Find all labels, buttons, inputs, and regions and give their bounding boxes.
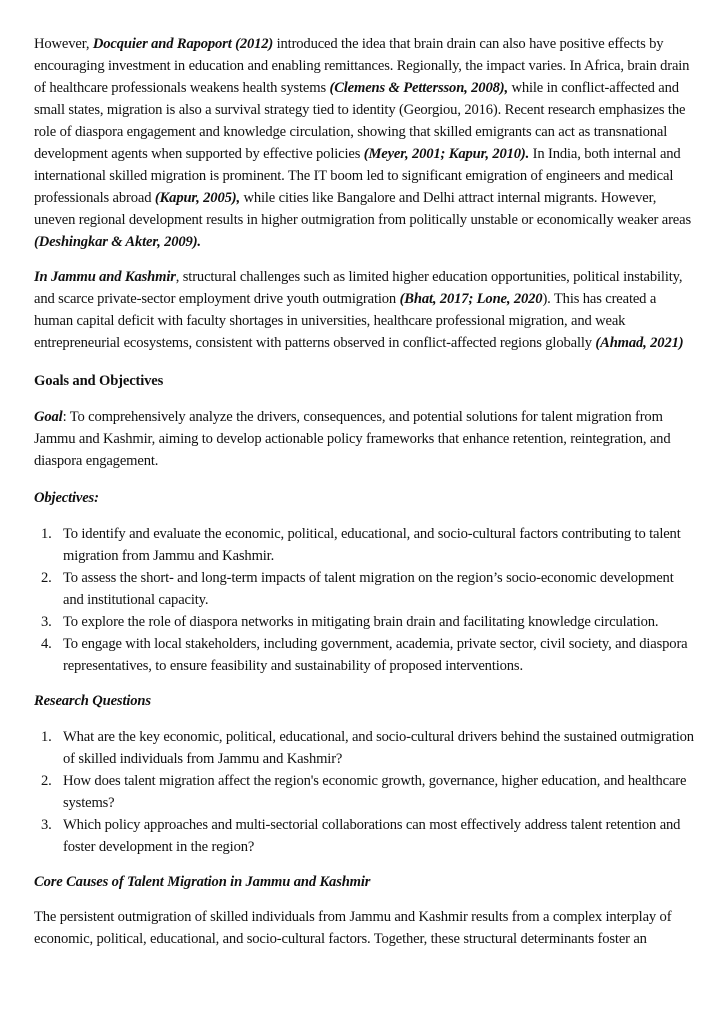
document-page	[34, 33, 694, 950]
section-heading-research-questions: Research Questions	[34, 693, 151, 709]
list-item	[34, 567, 694, 611]
list-text: Which policy approaches and multi-sectorial collaborations can most effectively address talent retention and foster development in the region?	[63, 817, 681, 855]
list-item	[34, 814, 694, 858]
citation-docquier-rapoport: Docquier and Rapoport (2012)	[92, 36, 274, 52]
text-span: while in conflict-affected and small states, migration is also a survival strategy tied to identity (Georgiou, 2016). Recent research emphasizes the role of diaspora engagement and knowledge circulation, showing that skilled emigrants can act as transnational development agents when supported by effective policies	[34, 80, 686, 162]
paragraph-goal	[34, 406, 694, 472]
citation-meyer-kapur: (Meyer, 2001; Kapur, 2010).	[363, 146, 530, 162]
list-item	[34, 726, 694, 770]
list-number: 2.	[41, 570, 52, 586]
research-questions-list	[34, 726, 694, 858]
list-number: 2.	[41, 773, 52, 789]
list-number: 4.	[41, 636, 52, 652]
objectives-list	[34, 523, 694, 677]
list-number: 1.	[41, 729, 52, 745]
list-text: To identify and evaluate the economic, political, educational, and socio-cultural factors contributing to talent migration from Jammu and Kashmir.	[63, 526, 681, 564]
citation-bhat-lone: (Bhat, 2017; Lone, 2020	[399, 291, 543, 307]
list-item	[34, 770, 694, 814]
text-span: In India, both internal and international skilled migration is prominent. The IT boom led to significant emigration of engineers and medical professionals abroad	[34, 146, 681, 206]
text-span: , structural challenges such as limited higher education opportunities, political instability, and scarce private-sector employment drive youth outmigration	[34, 269, 683, 307]
paragraph-jammu-kashmir	[34, 266, 694, 354]
list-text: To engage with local stakeholders, including government, academia, private sector, civil society, and diaspora representatives, to ensure feasibility and sustainability of proposed interventions.	[63, 636, 688, 674]
list-text: To assess the short- and long-term impacts of talent migration on the region’s socio-economic development and institutional capacity.	[63, 570, 674, 608]
goal-label: Goal	[34, 409, 63, 425]
citation-kapur-2005: (Kapur, 2005),	[154, 190, 240, 206]
citation-ahmad: (Ahmad, 2021)	[595, 335, 684, 351]
text-span: introduced the idea that brain drain can also have positive effects by encouraging investment in education and enabling remittances. Regionally, the impact varies. In Africa, brain drain of healthcare professionals weakens health systems	[34, 36, 690, 96]
subheading-objectives: Objectives:	[34, 490, 99, 506]
paragraph-core-causes: The persistent outmigration of skilled individuals from Jammu and Kashmir results from a complex interplay of economic, political, educational, and socio-cultural factors. Together, these structural determinants foster an	[34, 909, 672, 947]
citation-deshingkar-akter: (Deshingkar & Akter, 2009).	[34, 234, 201, 250]
section-heading-core-causes: Core Causes of Talent Migration in Jammu and Kashmir	[34, 874, 371, 890]
list-item	[34, 611, 694, 633]
list-item	[34, 523, 694, 567]
list-item	[34, 633, 694, 677]
list-text: How does talent migration affect the region's economic growth, governance, higher education, and healthcare systems?	[63, 773, 687, 811]
text-span: ). This has created a human capital deficit with faculty shortages in universities, healthcare professional migration, and weak entrepreneurial ecosystems, consistent with patterns observed in conflict-affected regions globally	[34, 291, 657, 351]
citation-clemens-pettersson: (Clemens & Pettersson, 2008),	[329, 80, 508, 96]
list-text: To explore the role of diaspora networks in mitigating brain drain and facilitating knowledge circulation.	[63, 614, 659, 630]
text-span: However,	[34, 36, 93, 52]
list-number: 3.	[41, 614, 52, 630]
paragraph-brain-drain-effects	[34, 33, 694, 253]
list-text: What are the key economic, political, educational, and socio-cultural drivers behind the sustained outmigration of skilled individuals from Jammu and Kashmir?	[63, 729, 694, 767]
lead-phrase: In Jammu and Kashmir	[34, 269, 176, 285]
goal-text: : To comprehensively analyze the drivers, consequences, and potential solutions for talent migration from Jammu and Kashmir, aiming to develop actionable policy frameworks that enhance retention, reintegration, and diaspora engagement.	[34, 409, 671, 469]
list-number: 1.	[41, 526, 52, 542]
section-heading-goals-objectives: Goals and Objectives	[34, 373, 164, 389]
text-span: while cities like Bangalore and Delhi attract internal migrants. However, uneven regional development results in higher outmigration from politically unstable or economically weaker areas	[34, 190, 691, 228]
list-number: 3.	[41, 817, 52, 833]
